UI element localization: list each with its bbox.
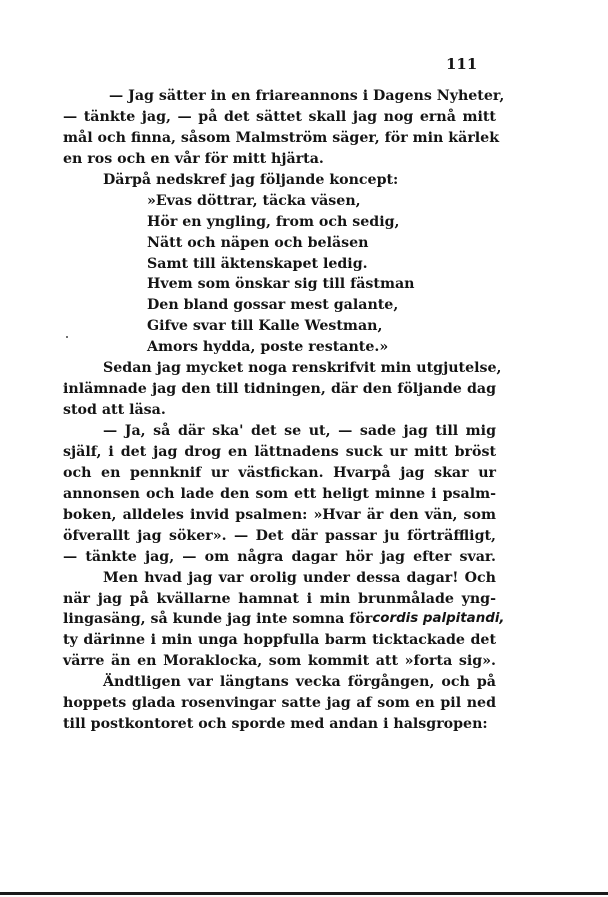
text-line: Därpå nedskref jag följande koncept: xyxy=(103,171,399,188)
text-line: boken, alldeles invid psalmen: »Hvar är den vän, som xyxy=(63,506,496,523)
poem-line: Nätt och näpen och beläsen xyxy=(147,234,369,251)
text-line: Sedan jag mycket noga renskrifvit min utgjutelse, xyxy=(103,360,502,377)
text-line: till postkontoret och sporde med andan i halsgropen: xyxy=(63,716,488,733)
text-line: Ändtligen var längtans vecka förgången, och på xyxy=(103,674,496,691)
poem-line: Amors hydda, poste restante.» xyxy=(147,339,389,356)
poem-line: Hvem som önskar sig till fästman xyxy=(147,276,415,293)
text-line: stod att läsa. xyxy=(63,402,166,419)
poem-line: Hör en yngling, from och sedig, xyxy=(147,213,400,230)
poem-line: Samt till äktenskapet ledig. xyxy=(147,255,368,272)
text-line: — Ja, så där ska' det se ut, — sade jag till mig xyxy=(103,423,496,439)
text-line: annonsen och lade den som ett heligt minne i psalm- xyxy=(63,485,496,502)
text-line: — tänkte jag, — på det sättet skall jag nog ernå mitt xyxy=(63,108,496,125)
text-line: ty därinne i min unga hoppfulla barm ticktackade det xyxy=(63,632,496,649)
poem-line: Gifve svar till Kalle Westman, xyxy=(147,318,383,335)
text-line: en ros och en vår för mitt hjärta. xyxy=(63,150,324,167)
text-line: öfverallt jag söker». — Det där passar ju förträffligt, xyxy=(63,527,496,544)
bottom-edge-rule xyxy=(0,892,608,895)
text-line: — tänkte jag, — om några dagar hör jag efter svar. xyxy=(63,548,496,565)
text-line: värre än en Moraklocka, som kommit att »forta sig». xyxy=(63,653,496,670)
poem-line: »Evas döttrar, täcka väsen, xyxy=(147,192,361,209)
text-segment: lingasäng, så kunde jag inte somna för xyxy=(63,611,373,628)
text-line: och en pennknif ur västfickan. Hvarpå jag skar ur xyxy=(63,464,496,481)
page-number: 111 xyxy=(446,55,478,73)
ink-speck xyxy=(66,336,68,338)
text-line: Men hvad jag var orolig under dessa dagar! Och xyxy=(103,569,496,586)
text-line xyxy=(63,609,505,630)
text-line: hoppets glada rosenvingar satte jag af som en pil ned xyxy=(63,695,496,712)
latin-phrase: cordis palpitandi, xyxy=(372,611,505,627)
text-line: mål och finna, såsom Malmström säger, för min kärlek xyxy=(63,129,500,146)
body-text xyxy=(63,86,505,735)
text-line: inlämnade jag den till tidningen, där den följande dag xyxy=(63,381,496,398)
text-line: — Jag sätter in en friareannons i Dagens Nyheter, xyxy=(109,88,505,104)
text-line: när jag på kvällarne hamnat i min brunmålade yng- xyxy=(63,590,496,607)
poem-line: Den bland gossar mest galante, xyxy=(147,297,399,314)
text-line: själf, i det jag drog en lättnadens suck ur mitt bröst xyxy=(63,443,496,460)
